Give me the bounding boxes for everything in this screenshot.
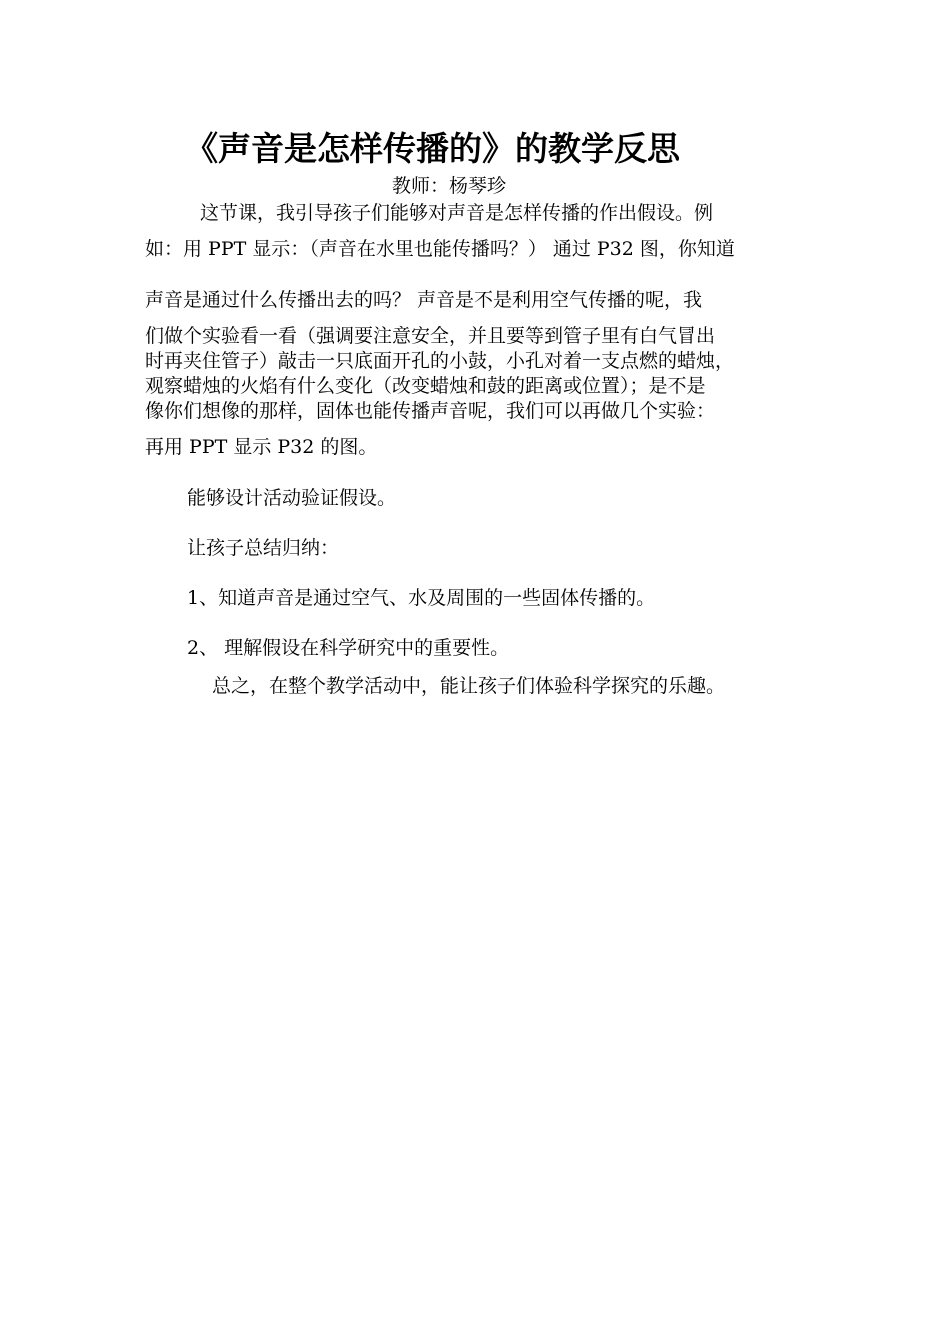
list-item: 1、知道声音是通过空气、水及周围的一些固体传播的。	[187, 587, 656, 609]
paragraph-line: 再用 PPT 显示 P32 的图。	[145, 436, 378, 458]
paragraph-line: 们做个实验看一看（强调要注意安全，并且要等到管子里有白气冒出	[145, 325, 716, 347]
paragraph-line: 这节课，我引导孩子们能够对声音是怎样传播的作出假设。例	[200, 202, 714, 224]
document-author: 教师：杨琴珍	[392, 175, 507, 197]
paragraph-line: 总之，在整个教学活动中，能让孩子们体验科学探究的乐趣。	[212, 675, 726, 697]
paragraph-line: 观察蜡烛的火焰有什么变化（改变蜡烛和鼓的距离或位置）；是不是	[145, 375, 706, 397]
paragraph-line: 时再夹住管子）敲击一只底面开孔的小鼓，小孔对着一支点燃的蜡烛，	[145, 350, 735, 372]
paragraph-line: 能够设计活动验证假设。	[187, 487, 397, 509]
paragraph-line: 让孩子总结归纳：	[187, 537, 340, 559]
paragraph-line: 像你们想像的那样，固体也能传播声音呢，我们可以再做几个实验：	[145, 400, 716, 422]
paragraph-line: 如：用 PPT 显示：（声音在水里也能传播吗？） 通过 P32 图，你知道	[145, 238, 735, 260]
list-item: 2、 理解假设在科学研究中的重要性。	[187, 637, 510, 659]
paragraph-line: 声音是通过什么传播出去的吗？ 声音是不是利用空气传播的呢，我	[145, 289, 703, 311]
document-title: 《声音是怎样传播的》的教学反思	[185, 129, 680, 168]
